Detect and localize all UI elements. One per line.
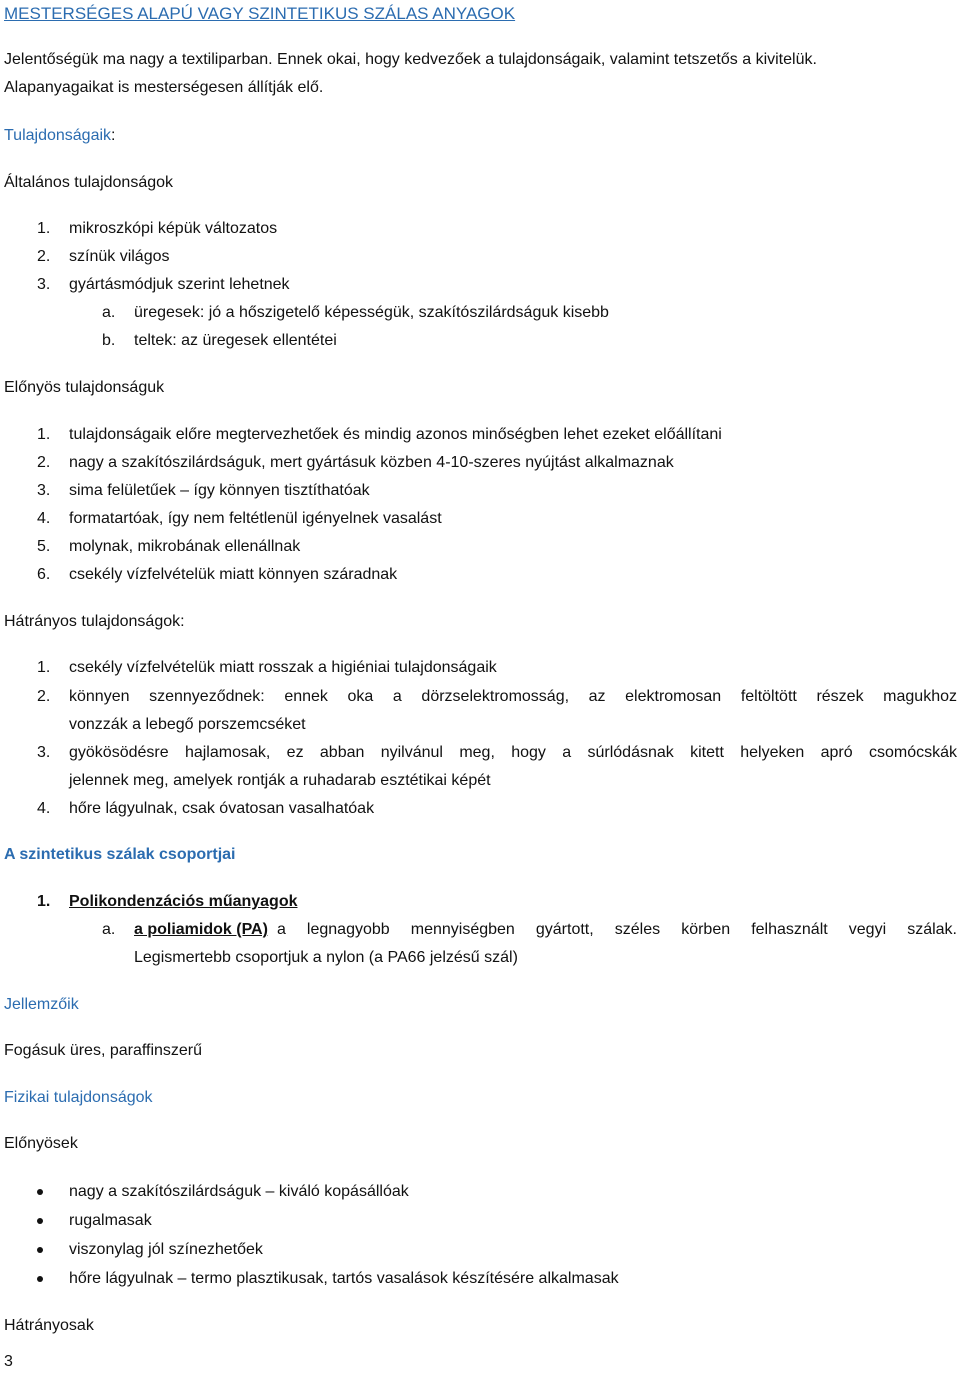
bullet-icon (37, 1276, 43, 1282)
list-number: 3. (37, 276, 51, 293)
polyamide-term: a poliamidok (PA) (134, 921, 268, 938)
list-number: 2. (37, 248, 51, 265)
list-item: csekély vízfelvételük miatt rosszak a higiéniai tulajdonságaik (69, 659, 497, 676)
bullet-icon (37, 1218, 43, 1224)
group-label: Polikondenzációs műanyagok (69, 893, 298, 910)
polyamide-line-1 (134, 920, 957, 940)
disadvantages-heading: Hátrányos tulajdonságok: (4, 613, 185, 630)
sublist-item: üregesek: jó a hőszigetelő képességük, szakítószilárdságuk kisebb (134, 304, 609, 321)
polyamide-line-2: Legismertebb csoportjuk a nylon (a PA66 jelzésű szál) (134, 949, 518, 966)
page-number: 3 (4, 1353, 13, 1370)
general-heading: Általános tulajdonságok (4, 174, 174, 191)
bullet-item: viszonylag jól színezhetőek (69, 1241, 263, 1258)
physical-advantages-label: Előnyösek (4, 1135, 78, 1152)
sublist-item: teltek: az üregesek ellentétei (134, 332, 337, 349)
bullet-icon (37, 1189, 43, 1195)
list-number: 1. (37, 426, 51, 443)
list-item-line: jelennek meg, amelyek rontják a ruhadarab esztétikai képét (69, 772, 491, 789)
properties-heading-suffix: : (111, 127, 116, 144)
intro-line-1: Jelentőségük ma nagy a textiliparban. Ennek okai, hogy kedvezőek a tulajdonságaik, valamint tetszetős a kivitelük. (4, 51, 817, 68)
list-number: 6. (37, 566, 51, 583)
advantages-heading: Előnyös tulajdonságuk (4, 379, 165, 396)
list-item: mikroszkópi képük változatos (69, 220, 278, 237)
bullet-icon (37, 1247, 43, 1253)
group-number: 1. (37, 893, 51, 910)
list-item: formatartóak, így nem feltétlenül igényelnek vasalást (69, 510, 442, 527)
sublist-letter: b. (102, 332, 116, 349)
list-item: nagy a szakítószilárdságuk, mert gyártásuk közben 4-10-szeres nyújtást alkalmaznak (69, 454, 674, 471)
physical-heading: Fizikai tulajdonságok (4, 1089, 153, 1106)
bullet-item: rugalmasak (69, 1212, 152, 1229)
list-number: 1. (37, 659, 51, 676)
physical-disadvantages-label: Hátrányosak (4, 1317, 94, 1334)
bullet-item: nagy a szakítószilárdságuk – kiváló kopásállóak (69, 1183, 409, 1200)
list-item-line: vonzzák a lebegő porszemcséket (69, 716, 306, 733)
list-number: 4. (37, 510, 51, 527)
list-number: 3. (37, 482, 51, 499)
list-item: gyártásmódjuk szerint lehetnek (69, 276, 290, 293)
list-item: színük világos (69, 248, 170, 265)
list-number: 4. (37, 800, 51, 817)
intro-line-2: Alapanyagaikat is mesterségesen állítják elő. (4, 79, 324, 96)
list-number: 5. (37, 538, 51, 555)
characteristics-text: Fogásuk üres, paraffinszerű (4, 1042, 203, 1059)
list-number: 2. (37, 688, 51, 705)
sublist-letter: a. (102, 304, 116, 321)
list-number: 3. (37, 744, 51, 761)
characteristics-heading: Jellemzőik (4, 996, 79, 1013)
list-item: hőre lágyulnak, csak óvatosan vasalhatóak (69, 800, 375, 817)
properties-heading (4, 126, 115, 146)
sublist-letter: a. (102, 921, 116, 938)
list-item-line: gyökösödésre hajlamosak, ez abban nyilvánul meg, hogy a súrlódásnak kitett helyeken apró csomócskák (69, 744, 957, 761)
list-item: tulajdonságaik előre megtervezhetőek és mindig azonos minőségben lehet ezeket előállítani (69, 426, 722, 443)
list-item: molynak, mikrobának ellenállnak (69, 538, 301, 555)
list-item: sima felületűek – így könnyen tisztíthatóak (69, 482, 370, 499)
list-number: 1. (37, 220, 51, 237)
synthetic-groups-heading: A szintetikus szálak csoportjai (4, 846, 236, 863)
polyamide-description: a legnagyobb mennyiségben gyártott, széles körben felhasznált vegyi szálak. (276, 921, 957, 938)
document-title: MESTERSÉGES ALAPÚ VAGY SZINTETIKUS SZÁLAS ANYAGOK (4, 4, 516, 23)
properties-heading-label: Tulajdonságaik (4, 127, 112, 144)
bullet-item: hőre lágyulnak – termo plasztikusak, tartós vasalások készítésére alkalmasak (69, 1270, 619, 1287)
list-item: csekély vízfelvételük miatt könnyen száradnak (69, 566, 398, 583)
list-number: 2. (37, 454, 51, 471)
list-item-line: könnyen szennyeződnek: ennek oka a dörzselektromosság, az elektromosan feltöltött részek magukhoz (69, 688, 957, 705)
